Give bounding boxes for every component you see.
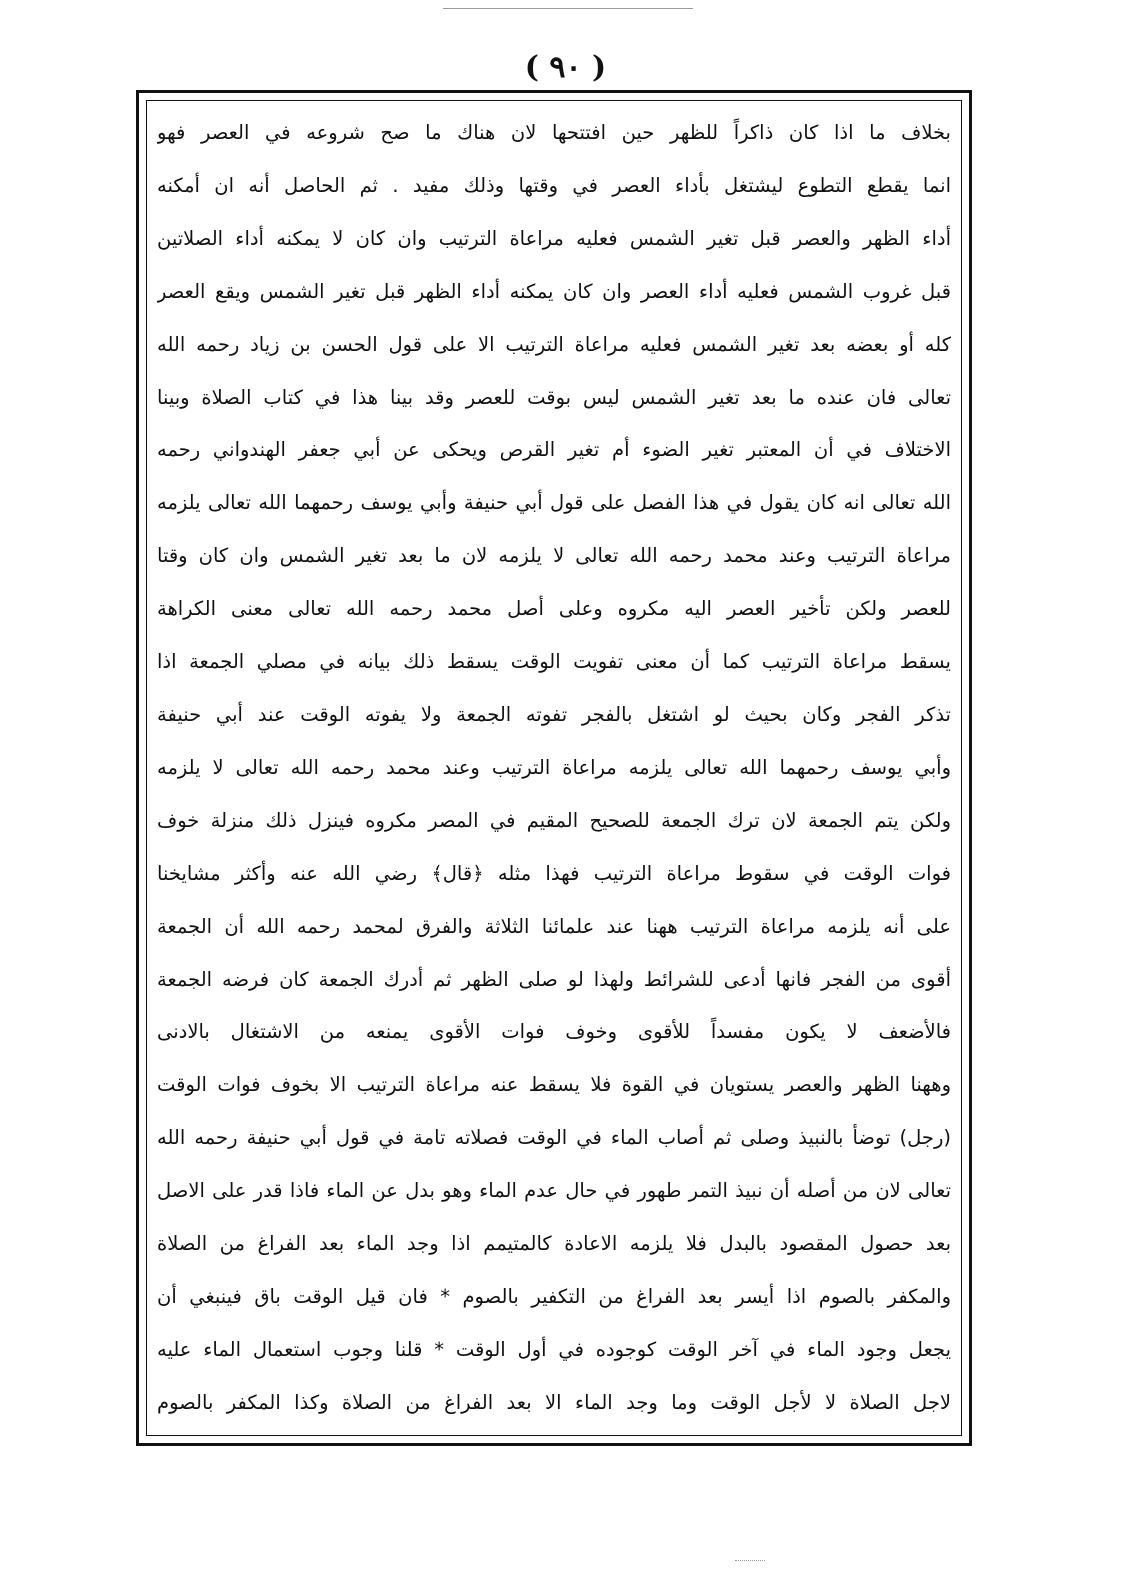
text-frame bbox=[136, 90, 972, 1446]
bottom-mark bbox=[735, 1560, 765, 1563]
text-line: تعالى لان من أصله أن نبيذ التمر طهور في حال عدم الماء وهو بدل عن الماء فاذا قدر على الاصل bbox=[157, 1179, 951, 1203]
text-line: انما يقطع التطوع ليشتغل بأداء العصر في وقتها وذلك مفيد . ثم الحاصل أنه ان أمكنه bbox=[157, 173, 951, 197]
text-line: وههنا الظهر والعصر يستويان في القوة فلا يسقط عنه مراعاة الترتيب الا بخوف فوات الوقت bbox=[157, 1073, 951, 1097]
text-body bbox=[157, 113, 951, 1423]
text-line: يجعل وجود الماء في آخر الوقت كوجوده في أول الوقت * قلنا وجوب استعمال الماء عليه bbox=[157, 1337, 951, 1361]
text-line: وأبي يوسف رحمهما الله تعالى يلزمه مراعاة الترتيب وعند محمد رحمه الله تعالى لا يلزمه bbox=[157, 755, 951, 779]
text-line: فوات الوقت في سقوط مراعاة الترتيب فهذا مثله ﴿قال﴾ رضي الله عنه وأكثر مشايخنا bbox=[157, 861, 951, 885]
text-line: بعد حصول المقصود بالبدل فلا يلزمه الاعادة كالمتيمم اذا وجد الماء بعد الفراغ من الصلاة bbox=[157, 1232, 951, 1256]
text-line: لاجل الصلاة لا لأجل الوقت وما وجد الماء الا بعد الفراغ من الصلاة وكذا المكفر بالصوم bbox=[157, 1390, 951, 1414]
text-frame-inner bbox=[146, 100, 962, 1436]
text-line: للعصر ولكن تأخير العصر اليه مكروه وعلى أصل محمد رحمه الله تعالى معنى الكراهة bbox=[157, 597, 951, 621]
text-line: والمكفر بالصوم اذا أيسر بعد الفراغ من التكفير بالصوم * فان قيل الوقت باق فينبغي أن bbox=[157, 1284, 951, 1308]
text-line: الله تعالى انه كان يقول في هذا الفصل على قول أبي حنيفة وأبي يوسف رحمهما الله تعالى يلزمه bbox=[157, 491, 951, 515]
page-number: ( ٩٠ ) bbox=[524, 50, 607, 85]
text-line: مراعاة الترتيب وعند محمد رحمه الله تعالى لا يلزمه لان ما بعد تغير الشمس وان كان وقتا bbox=[157, 544, 951, 568]
text-line: كله أو بعضه بعد تغير الشمس فعليه مراعاة الترتيب الا على قول الحسن بن زياد رحمه الله bbox=[157, 332, 951, 356]
text-line: بخلاف ما اذا كان ذاكراً للظهر حين افتتحها لان هناك ما صح شروعه في العصر فهو bbox=[157, 121, 951, 144]
text-line: أداء الظهر والعصر قبل تغير الشمس فعليه مراعاة الترتيب وان كان لا يمكنه أداء الصلاتين bbox=[157, 226, 951, 250]
text-line: ولكن يتم الجمعة لان ترك الجمعة للصحيح المقيم في المصر مكروه فينزل ذلك منزلة خوف bbox=[157, 808, 951, 832]
text-line: (رجل) توضأ بالنبيذ وصلى ثم أصاب الماء في الوقت فصلاته تامة في قول أبي حنيفة رحمه الله bbox=[157, 1126, 951, 1150]
top-rule bbox=[443, 8, 693, 9]
text-line: يسقط مراعاة الترتيب كما أن معنى تفويت الوقت يسقط ذلك بيانه في مصلي الجمعة اذا bbox=[157, 650, 951, 674]
text-line: تعالى فان عنده ما بعد تغير الشمس ليس بوقت للعصر وقد بينا هذا في كتاب الصلاة وبينا bbox=[157, 385, 951, 409]
text-line: تذكر الفجر وكان بحيث لو اشتغل بالفجر تفوته الجمعة ولا يفوته الوقت عند أبي حنيفة bbox=[157, 702, 951, 726]
text-line: أقوى من الفجر فانها أدعى للشرائط ولهذا لو صلى الظهر ثم أدرك الجمعة كان فرضه الجمعة bbox=[157, 967, 951, 991]
text-line: فالأضعف لا يكون مفسداً للأقوى وخوف فوات الأقوى يمنعه من الاشتغال بالادنى bbox=[157, 1020, 951, 1044]
text-line: الاختلاف في أن المعتبر تغير الضوء أم تغير القرص ويحكى عن أبي جعفر الهندواني رحمه bbox=[157, 438, 951, 462]
text-line: على أنه يلزمه مراعاة الترتيب ههنا عند علمائنا الثلاثة والفرق لمحمد رحمه الله أن الجمعة bbox=[157, 914, 951, 938]
text-line: قبل غروب الشمس فعليه أداء العصر وان كان يمكنه أداء الظهر قبل تغير الشمس ويقع العصر bbox=[157, 279, 951, 303]
